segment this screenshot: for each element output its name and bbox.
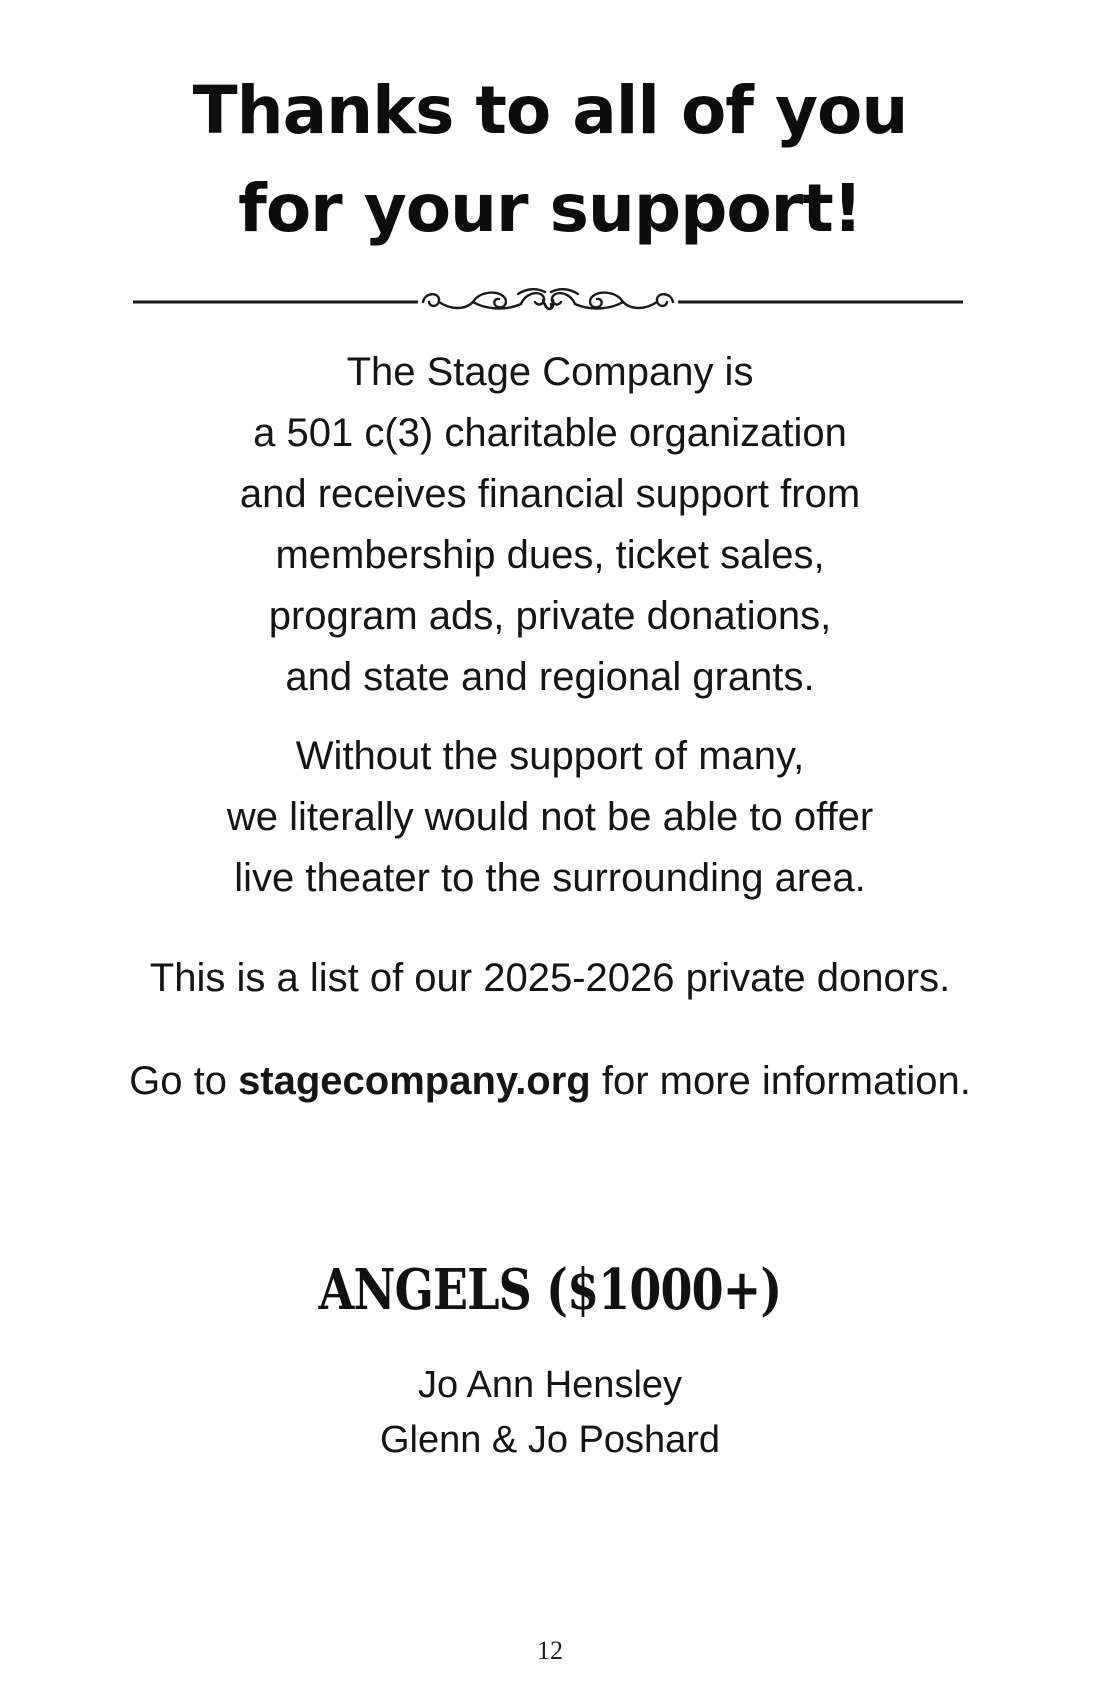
page-title xyxy=(0,62,1100,258)
title-line-1: Thanks to all of you xyxy=(192,72,908,149)
website-link[interactable]: stagecompany.org xyxy=(238,1059,591,1103)
intro-line: and state and regional grants. xyxy=(285,655,815,699)
ornament-divider-icon xyxy=(133,280,963,330)
donor-name: Jo Ann Hensley xyxy=(417,1364,683,1406)
more-info-suffix: for more information. xyxy=(590,1059,971,1103)
page-number: 12 xyxy=(537,1636,563,1665)
intro-line: program ads, private donations, xyxy=(268,594,832,638)
intro-paragraph xyxy=(0,342,1100,708)
more-info-prefix: Go to xyxy=(129,1059,239,1103)
angels-section-title: ANGELS ($1000+) xyxy=(318,1257,782,1323)
intro-line: and receives financial support from xyxy=(239,472,861,516)
support-line: we literally would not be able to offer xyxy=(226,795,874,839)
title-line-2: for your support! xyxy=(238,170,862,247)
more-info-line xyxy=(0,1051,1100,1112)
intro-line: The Stage Company is xyxy=(346,350,754,394)
donor-list-note: This is a list of our 2025-2026 private donors. xyxy=(149,956,951,1000)
support-line: Without the support of many, xyxy=(295,734,805,778)
support-line: live theater to the surrounding area. xyxy=(234,856,866,900)
intro-line: membership dues, ticket sales, xyxy=(275,533,825,577)
donor-name: Glenn & Jo Poshard xyxy=(379,1419,721,1461)
support-paragraph xyxy=(0,726,1100,909)
intro-line: a 501 c(3) charitable organization xyxy=(253,411,847,455)
angels-donor-list xyxy=(0,1358,1100,1468)
